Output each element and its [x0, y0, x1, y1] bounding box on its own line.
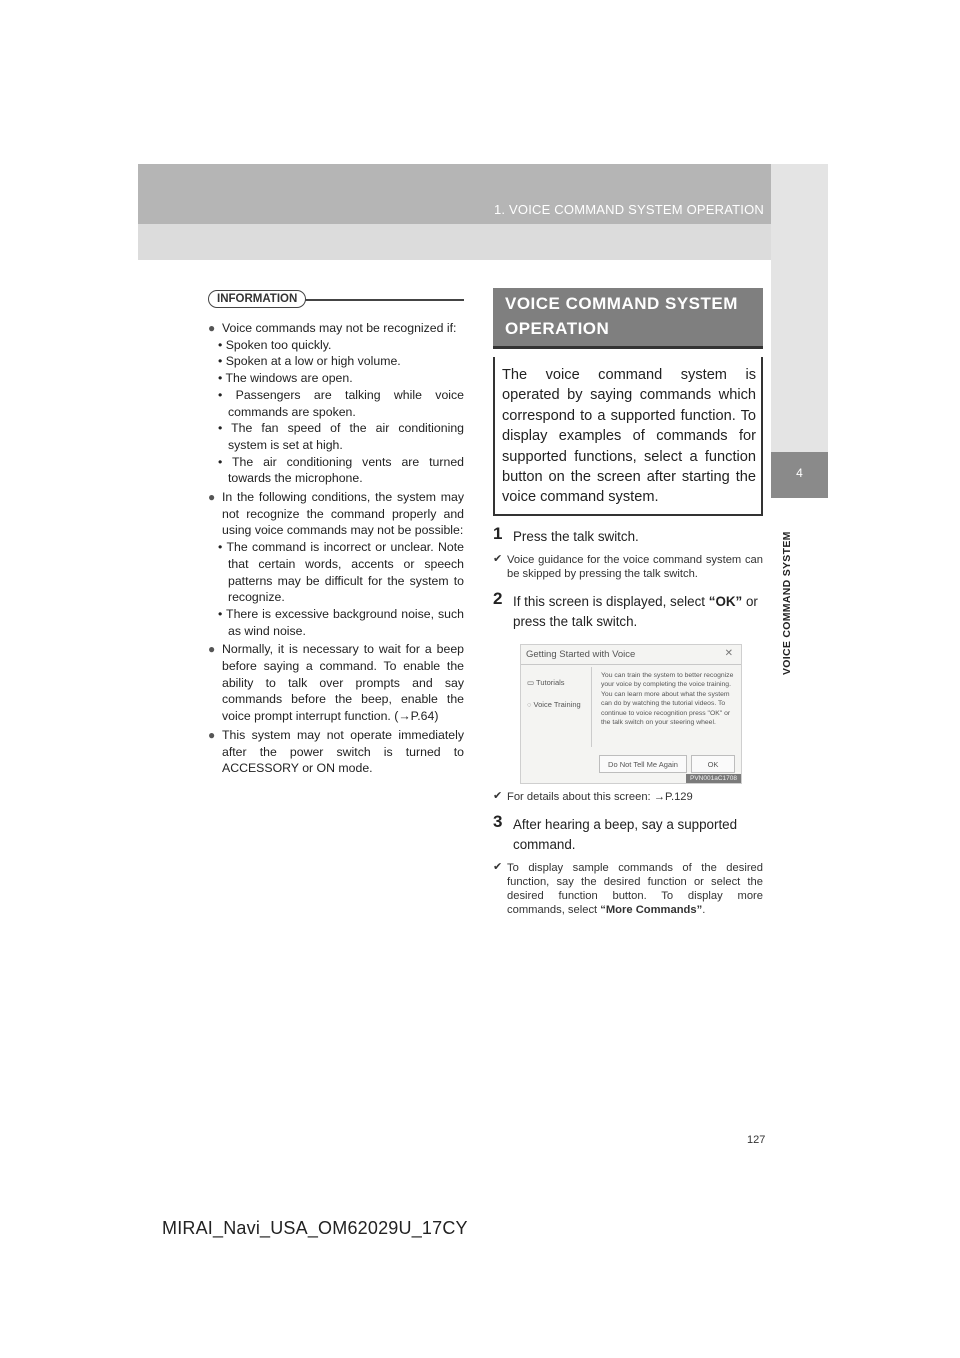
- info-bullet: ● This system may not operate immediately after the power switch is turned to ACCESSORY or ON mode.: [208, 727, 464, 776]
- step-3-note: ✔ To display sample commands of the desired function, say the desired function or select the desired function button. To display more commands, select “More Commands”.: [493, 860, 763, 916]
- info-sub-item: • The air conditioning vents are turned towards the microphone.: [218, 454, 464, 486]
- section-heading: VOICE COMMAND SYSTEM OPERATION: [493, 288, 763, 349]
- step-number: 3: [493, 811, 503, 831]
- screen-title: Getting Started with Voice: [526, 648, 636, 660]
- info-sub-item: • The windows are open.: [218, 371, 353, 386]
- step-2-note: ✔ For details about this screen: →P.129: [493, 789, 693, 803]
- tutorials-icon: ▭: [527, 677, 537, 687]
- screen-body-text: You can train the system to better recognize your voice by completing the voice training. You can learn more about what the system can do by watching the tutorial videos. To continue to voice recognition press "OK" or the talk switch on your steering wheel.: [601, 671, 734, 727]
- step-text: After hearing a beep, say a supported command.: [513, 816, 738, 852]
- checkmark-icon: ✔: [493, 789, 503, 802]
- info-bullet: ● Normally, it is necessary to wait for a beep before saying a command. To enable the ability to talk over prompts and say commands before the beep, enable the voice prompt interrupt function. (→P.64): [208, 642, 464, 724]
- close-icon: ✕: [724, 647, 733, 659]
- step-number: 1: [493, 523, 503, 543]
- screen-divider: [521, 664, 741, 665]
- checkmark-icon: ✔: [493, 552, 503, 565]
- document-code: MIRAI_Navi_USA_OM62029U_17CY: [162, 1218, 468, 1238]
- chapter-label: VOICE COMMAND SYSTEM: [781, 531, 793, 675]
- intro-box: [493, 357, 763, 516]
- screen-menu: [527, 672, 581, 716]
- screen-vertical-divider: [591, 667, 592, 747]
- info-sub-item: • Spoken at a low or high volume.: [218, 354, 401, 369]
- information-box: [208, 290, 464, 777]
- ok-label: “OK”: [708, 593, 743, 609]
- bullet-icon: ●: [208, 321, 216, 335]
- info-sub-item: • The command is incorrect or unclear. Note that certain words, accents or speech patterns may be difficult for the system to recognize.: [218, 540, 464, 605]
- do-not-tell-button: Do Not Tell Me Again: [599, 755, 687, 773]
- image-code: PVN001aC1708: [686, 774, 741, 783]
- info-bullet: ● In the following conditions, the system may not recognize the command properly and using voice commands may not be possible:: [208, 490, 464, 538]
- step-number: 2: [493, 588, 503, 608]
- page-number: 127: [747, 1134, 766, 1146]
- bullet-icon: ●: [208, 642, 216, 657]
- bullet-icon: ●: [208, 490, 216, 505]
- voice-training-icon: ◌: [527, 699, 534, 709]
- screen-menu-item: ▭ Tutorials: [527, 677, 565, 687]
- intro-text: The voice command system is operated by saying commands which correspond to a supported function. To display examples of commands for supported functions, select a function button on the screen after starting the voice command system.: [502, 367, 756, 506]
- checkmark-icon: ✔: [493, 860, 503, 873]
- step-text: Press the talk switch.: [513, 528, 639, 544]
- step-1: [493, 523, 763, 547]
- step-3: [493, 811, 763, 855]
- info-sub-item: • The fan speed of the air conditioning system is set at high.: [218, 421, 464, 452]
- header-sub-band: [138, 224, 823, 260]
- step-2: 2 If this screen is displayed, select “OK” or press the talk switch.: [493, 588, 758, 629]
- chapter-number: 4: [796, 466, 803, 480]
- ok-button: OK: [691, 755, 735, 773]
- step-1-note: ✔ Voice guidance for the voice command system can be skipped by pressing the talk switch.: [493, 552, 763, 580]
- side-tab-background: [771, 164, 828, 452]
- more-commands-label: “More Commands”: [600, 903, 703, 916]
- info-bullet: ● Voice commands may not be recognized if:: [208, 321, 457, 335]
- bullet-icon: ●: [208, 727, 216, 742]
- screen-menu-item: ◌ Voice Training: [527, 699, 581, 709]
- info-sub-item: • Spoken too quickly.: [218, 337, 332, 352]
- info-sub-item: • Passengers are talking while voice commands are spoken.: [218, 387, 464, 419]
- voice-screen-image: [520, 644, 742, 784]
- information-badge: INFORMATION: [208, 290, 306, 308]
- main-section: [493, 288, 763, 917]
- info-sub-item: • There is excessive background noise, such as wind noise.: [218, 606, 464, 638]
- information-rule: [305, 299, 464, 301]
- page-header-title: 1. VOICE COMMAND SYSTEM OPERATION: [493, 202, 764, 217]
